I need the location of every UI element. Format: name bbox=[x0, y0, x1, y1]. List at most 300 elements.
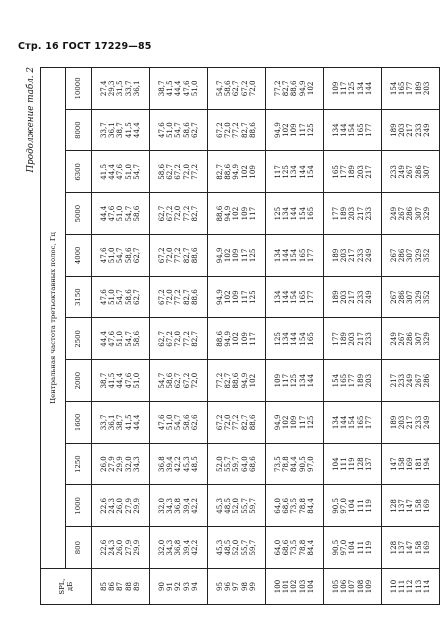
cell-value: 147 bbox=[405, 499, 415, 513]
cell-value: 84,4 bbox=[306, 539, 316, 556]
spl-value: 104 bbox=[306, 579, 316, 594]
cell-value: 125 bbox=[272, 332, 282, 346]
cell-value: 134 bbox=[280, 332, 290, 346]
table-cell bbox=[324, 318, 382, 360]
cell-value: 352 bbox=[422, 248, 432, 263]
cell-value: 286 bbox=[405, 332, 415, 346]
cell-value: 203 bbox=[355, 165, 365, 179]
cell-value: 189 bbox=[347, 165, 357, 179]
frequency-header-6300: 6300 bbox=[66, 151, 92, 193]
frequency-header-10000: 10000 bbox=[66, 68, 92, 110]
cell-value: 82,7 bbox=[239, 414, 249, 431]
table-cell bbox=[382, 318, 440, 360]
cell-value: 154 bbox=[297, 332, 307, 346]
cell-value: 84,4 bbox=[306, 497, 316, 514]
cell-value: 54,7 bbox=[115, 289, 125, 306]
cell-value: 144 bbox=[364, 81, 374, 96]
cell-value: 51,0 bbox=[190, 80, 200, 97]
cell-value: 177 bbox=[330, 332, 340, 346]
cell-value: 267 bbox=[405, 165, 415, 179]
table-cell bbox=[382, 485, 440, 527]
cell-value: 29,9 bbox=[132, 497, 142, 514]
cell-value: 44,4 bbox=[173, 80, 183, 97]
cell-value: 67,2 bbox=[239, 80, 249, 97]
cell-value: 307 bbox=[405, 248, 415, 263]
cell-value: 154 bbox=[297, 206, 307, 221]
table-cell bbox=[150, 318, 208, 360]
cell-value: 58,6 bbox=[156, 163, 166, 180]
cell-value: 90,5 bbox=[297, 456, 307, 473]
cell-value: 77,2 bbox=[181, 205, 191, 222]
cell-value: 58,6 bbox=[123, 289, 133, 306]
spl-value: 95 bbox=[214, 581, 224, 592]
cell-value: 54,7 bbox=[173, 414, 183, 431]
cell-value: 217 bbox=[355, 206, 365, 221]
cell-value: 154 bbox=[289, 290, 299, 304]
spl-value: 98 bbox=[239, 581, 249, 592]
cell-value: 90,5 bbox=[330, 497, 340, 514]
cell-value: 111 bbox=[355, 499, 365, 513]
table-cell bbox=[150, 235, 208, 277]
cell-value: 119 bbox=[364, 499, 374, 513]
cell-value: 44,4 bbox=[115, 372, 125, 389]
cell-value: 94,9 bbox=[222, 330, 232, 347]
cell-value: 26,0 bbox=[98, 456, 108, 473]
cell-value: 125 bbox=[272, 206, 282, 221]
cell-value: 128 bbox=[355, 457, 365, 471]
frequency-header-2000: 2000 bbox=[66, 360, 92, 402]
cell-value: 41,5 bbox=[123, 414, 133, 431]
cell-value: 134 bbox=[355, 81, 365, 96]
cell-value: 134 bbox=[297, 373, 307, 388]
cell-value: 117 bbox=[280, 373, 290, 388]
table-cell bbox=[266, 527, 324, 569]
cell-value: 104 bbox=[330, 457, 340, 471]
table-cell bbox=[92, 402, 150, 444]
cell-value: 41,5 bbox=[123, 122, 133, 139]
table-cell bbox=[208, 68, 266, 110]
cell-value: 48,5 bbox=[190, 456, 200, 473]
cell-value: 59,7 bbox=[231, 456, 241, 473]
cell-value: 286 bbox=[422, 373, 432, 388]
cell-value: 154 bbox=[347, 415, 357, 430]
cell-value: 249 bbox=[422, 123, 432, 137]
cell-value: 72,0 bbox=[222, 414, 232, 431]
spl-cell bbox=[92, 569, 150, 605]
cell-value: 47,6 bbox=[123, 372, 133, 389]
cell-value: 82,7 bbox=[190, 330, 200, 347]
cell-value: 51,0 bbox=[164, 414, 174, 431]
cell-value: 102 bbox=[280, 415, 290, 430]
cell-value: 26,0 bbox=[115, 539, 125, 556]
cell-value: 88,6 bbox=[289, 80, 299, 97]
table-cell bbox=[92, 360, 150, 402]
cell-value: 233 bbox=[355, 248, 365, 263]
table-cell bbox=[324, 151, 382, 193]
cell-value: 189 bbox=[330, 290, 340, 304]
cell-value: 267 bbox=[396, 206, 406, 221]
cell-value: 94,9 bbox=[272, 122, 282, 139]
cell-value: 59,7 bbox=[248, 539, 258, 556]
cell-value: 102 bbox=[231, 332, 241, 346]
cell-value: 177 bbox=[347, 373, 357, 388]
cell-value: 144 bbox=[280, 290, 290, 304]
cell-value: 189 bbox=[330, 248, 340, 263]
table-cell bbox=[208, 443, 266, 485]
cell-value: 177 bbox=[330, 206, 340, 221]
cell-value: 32,0 bbox=[156, 539, 166, 556]
cell-value: 97,0 bbox=[338, 539, 348, 556]
cell-value: 62,7 bbox=[132, 289, 142, 306]
spl-value: 99 bbox=[248, 581, 258, 592]
cell-value: 125 bbox=[306, 123, 316, 137]
table-cell bbox=[324, 527, 382, 569]
cell-value: 26,0 bbox=[115, 497, 125, 514]
cell-value: 117 bbox=[248, 206, 258, 221]
cell-value: 39,4 bbox=[164, 456, 174, 473]
spl-value: 97 bbox=[231, 581, 241, 592]
cell-value: 38,7 bbox=[98, 372, 108, 389]
cell-value: 249 bbox=[396, 165, 406, 179]
frequency-header-1000: 1000 bbox=[66, 485, 92, 527]
cell-value: 137 bbox=[396, 540, 406, 555]
table-cell bbox=[324, 193, 382, 235]
frequency-header-row bbox=[66, 68, 92, 605]
cell-value: 102 bbox=[306, 81, 316, 96]
table-cell bbox=[92, 109, 150, 151]
table-cell bbox=[92, 276, 150, 318]
cell-value: 154 bbox=[289, 248, 299, 263]
table-cell bbox=[208, 402, 266, 444]
cell-value: 94,9 bbox=[222, 205, 232, 222]
cell-value: 158 bbox=[396, 457, 406, 471]
cell-value: 24,3 bbox=[106, 539, 116, 556]
spl-cell bbox=[324, 569, 382, 605]
table-cell bbox=[92, 68, 150, 110]
cell-value: 117 bbox=[297, 415, 307, 430]
cell-value: 203 bbox=[396, 415, 406, 430]
cell-value: 58,6 bbox=[222, 80, 232, 97]
cell-value: 78,8 bbox=[297, 497, 307, 514]
table-cell bbox=[324, 109, 382, 151]
spl-cell bbox=[150, 569, 208, 605]
cell-value: 104 bbox=[347, 499, 357, 513]
cell-value: 169 bbox=[422, 540, 432, 555]
cell-value: 165 bbox=[355, 415, 365, 430]
cell-value: 90,5 bbox=[330, 539, 340, 556]
table-cell bbox=[150, 109, 208, 151]
cell-value: 267 bbox=[413, 373, 423, 388]
table-cell bbox=[150, 527, 208, 569]
cell-value: 44,4 bbox=[98, 205, 108, 222]
cell-value: 154 bbox=[330, 373, 340, 388]
cell-value: 134 bbox=[330, 415, 340, 430]
spl-header-line1: SPL, bbox=[57, 578, 66, 595]
cell-value: 117 bbox=[248, 332, 258, 346]
table-cell bbox=[92, 235, 150, 277]
cell-value: 109 bbox=[330, 81, 340, 96]
table-cell bbox=[382, 109, 440, 151]
cell-value: 94,9 bbox=[214, 289, 224, 306]
table-row-block bbox=[92, 68, 150, 605]
spl-value: 102 bbox=[289, 579, 299, 594]
cell-value: 181 bbox=[413, 457, 423, 471]
cell-value: 249 bbox=[388, 206, 398, 221]
frequency-header-3150: 3150 bbox=[66, 276, 92, 318]
cell-value: 47,6 bbox=[181, 80, 191, 97]
cell-value: 36,8 bbox=[173, 497, 183, 514]
cell-value: 72,0 bbox=[222, 122, 232, 139]
cell-value: 189 bbox=[338, 206, 348, 221]
cell-value: 58,6 bbox=[132, 205, 142, 222]
cell-value: 47,6 bbox=[115, 163, 125, 180]
table-cell bbox=[266, 151, 324, 193]
cell-value: 144 bbox=[289, 206, 299, 221]
cell-value: 39,4 bbox=[181, 497, 191, 514]
cell-value: 51,0 bbox=[132, 372, 142, 389]
table-cell bbox=[324, 485, 382, 527]
table-cell bbox=[266, 235, 324, 277]
cell-value: 147 bbox=[405, 540, 415, 555]
table-cell bbox=[150, 276, 208, 318]
cell-value: 67,2 bbox=[156, 289, 166, 306]
cell-value: 307 bbox=[413, 332, 423, 346]
cell-value: 22,6 bbox=[98, 539, 108, 556]
cell-value: 217 bbox=[405, 415, 415, 430]
cell-value: 88,6 bbox=[222, 163, 232, 180]
cell-value: 72,0 bbox=[164, 247, 174, 264]
cell-value: 329 bbox=[422, 206, 432, 221]
table-body bbox=[92, 68, 440, 605]
cell-value: 32,0 bbox=[123, 456, 133, 473]
cell-value: 158 bbox=[413, 499, 423, 513]
spl-value: 114 bbox=[422, 579, 432, 594]
cell-value: 67,2 bbox=[214, 122, 224, 139]
cell-value: 109 bbox=[231, 290, 241, 304]
table-cell bbox=[92, 443, 150, 485]
cell-value: 217 bbox=[355, 332, 365, 346]
cell-value: 22,6 bbox=[98, 497, 108, 514]
cell-value: 47,6 bbox=[156, 122, 166, 139]
cell-value: 203 bbox=[338, 290, 348, 304]
cell-value: 233 bbox=[355, 290, 365, 304]
table-cell bbox=[266, 318, 324, 360]
cell-value: 125 bbox=[248, 290, 258, 304]
cell-value: 48,5 bbox=[222, 539, 232, 556]
frequency-header-5000: 5000 bbox=[66, 193, 92, 235]
cell-value: 165 bbox=[338, 373, 348, 388]
cell-value: 38,7 bbox=[115, 414, 125, 431]
cell-value: 189 bbox=[355, 373, 365, 388]
spl-header-line2: дБ bbox=[66, 581, 74, 592]
cell-value: 329 bbox=[413, 248, 423, 263]
table-cell bbox=[150, 360, 208, 402]
cell-value: 44,4 bbox=[98, 330, 108, 347]
cell-value: 62,7 bbox=[156, 205, 166, 222]
cell-value: 203 bbox=[364, 373, 374, 388]
cell-value: 27,9 bbox=[123, 539, 133, 556]
cell-value: 286 bbox=[405, 206, 415, 221]
table-cell bbox=[208, 360, 266, 402]
table-cell bbox=[382, 360, 440, 402]
table-cell bbox=[324, 235, 382, 277]
cell-value: 47,6 bbox=[106, 205, 116, 222]
table-cell bbox=[324, 360, 382, 402]
cell-value: 62,7 bbox=[190, 122, 200, 139]
cell-value: 119 bbox=[364, 540, 374, 555]
cell-value: 72,0 bbox=[173, 205, 183, 222]
cell-value: 117 bbox=[338, 81, 348, 96]
cell-value: 233 bbox=[396, 373, 406, 388]
table-cell bbox=[208, 151, 266, 193]
cell-value: 88,6 bbox=[231, 372, 241, 389]
cell-value: 41,5 bbox=[164, 80, 174, 97]
cell-value: 307 bbox=[413, 206, 423, 221]
spl-value: 101 bbox=[280, 579, 290, 594]
spl-cell bbox=[382, 569, 440, 605]
cell-value: 217 bbox=[405, 123, 415, 137]
cell-value: 249 bbox=[364, 290, 374, 304]
cell-value: 134 bbox=[272, 248, 282, 263]
cell-value: 158 bbox=[413, 540, 423, 555]
cell-value: 33,7 bbox=[98, 122, 108, 139]
frequency-header-1250: 1250 bbox=[66, 443, 92, 485]
cell-value: 165 bbox=[355, 123, 365, 137]
cell-value: 58,6 bbox=[132, 330, 142, 347]
cell-value: 59,7 bbox=[248, 497, 258, 514]
cell-value: 77,2 bbox=[231, 122, 241, 139]
cell-value: 94,9 bbox=[239, 372, 249, 389]
spl-value: 109 bbox=[364, 579, 374, 594]
cell-value: 48,5 bbox=[222, 497, 232, 514]
cell-value: 78,8 bbox=[297, 539, 307, 556]
cell-value: 67,2 bbox=[173, 163, 183, 180]
table-cell bbox=[324, 276, 382, 318]
table-cell bbox=[150, 485, 208, 527]
spl-value: 100 bbox=[272, 579, 282, 594]
table-cell bbox=[382, 402, 440, 444]
cell-value: 33,7 bbox=[98, 414, 108, 431]
cell-value: 286 bbox=[413, 165, 423, 179]
cell-value: 267 bbox=[396, 332, 406, 346]
table-cell bbox=[266, 485, 324, 527]
cell-value: 54,7 bbox=[214, 80, 224, 97]
cell-value: 117 bbox=[272, 165, 282, 179]
cell-value: 165 bbox=[306, 206, 316, 221]
spl-value: 113 bbox=[413, 579, 423, 594]
cell-value: 267 bbox=[388, 248, 398, 263]
table-cell bbox=[208, 276, 266, 318]
cell-value: 62,7 bbox=[164, 163, 174, 180]
spl-value: 93 bbox=[181, 581, 191, 592]
cell-value: 147 bbox=[388, 457, 398, 471]
cell-value: 51,0 bbox=[106, 289, 116, 306]
cell-value: 88,6 bbox=[248, 414, 258, 431]
cell-value: 128 bbox=[388, 499, 398, 513]
cell-value: 102 bbox=[280, 123, 290, 137]
cell-value: 286 bbox=[396, 290, 406, 304]
cell-value: 109 bbox=[272, 373, 282, 388]
cell-value: 51,0 bbox=[115, 330, 125, 347]
table-cell bbox=[266, 402, 324, 444]
cell-value: 54,7 bbox=[123, 205, 133, 222]
cell-value: 68,6 bbox=[280, 497, 290, 514]
cell-value: 189 bbox=[338, 332, 348, 346]
cell-value: 54,7 bbox=[115, 247, 125, 264]
cell-value: 51,0 bbox=[115, 205, 125, 222]
cell-value: 27,4 bbox=[98, 80, 108, 97]
rotated-table-area bbox=[26, 67, 432, 605]
cell-value: 352 bbox=[422, 290, 432, 304]
cell-value: 67,2 bbox=[181, 372, 191, 389]
table-cell bbox=[92, 527, 150, 569]
cell-value: 203 bbox=[396, 123, 406, 137]
cell-value: 29,9 bbox=[115, 456, 125, 473]
cell-value: 203 bbox=[422, 81, 432, 96]
cell-value: 203 bbox=[338, 248, 348, 263]
table-row-block bbox=[208, 68, 266, 605]
cell-value: 72,0 bbox=[173, 330, 183, 347]
frequency-header-1600: 1600 bbox=[66, 402, 92, 444]
cell-value: 72,0 bbox=[248, 80, 258, 97]
cell-value: 67,2 bbox=[164, 330, 174, 347]
cell-value: 125 bbox=[289, 373, 299, 388]
cell-value: 47,6 bbox=[106, 330, 116, 347]
table-cell bbox=[150, 68, 208, 110]
cell-value: 82,7 bbox=[181, 247, 191, 264]
cell-value: 31,5 bbox=[115, 80, 125, 97]
cell-value: 267 bbox=[388, 290, 398, 304]
cell-value: 44,4 bbox=[132, 122, 142, 139]
cell-value: 77,2 bbox=[173, 247, 183, 264]
spl-value: 112 bbox=[405, 579, 415, 594]
table-cell bbox=[382, 527, 440, 569]
table-cell bbox=[382, 68, 440, 110]
cell-value: 64,0 bbox=[239, 456, 249, 473]
cell-value: 144 bbox=[280, 248, 290, 263]
table-cell bbox=[382, 443, 440, 485]
cell-value: 165 bbox=[306, 332, 316, 346]
cell-value: 165 bbox=[297, 248, 307, 263]
cell-value: 217 bbox=[364, 165, 374, 179]
table-cell bbox=[208, 485, 266, 527]
cell-value: 84,4 bbox=[289, 456, 299, 473]
cell-value: 109 bbox=[248, 165, 258, 179]
cell-value: 51,0 bbox=[123, 163, 133, 180]
cell-value: 58,6 bbox=[164, 372, 174, 389]
cell-value: 64,0 bbox=[272, 497, 282, 514]
spl-value: 103 bbox=[297, 579, 307, 594]
cell-value: 44,4 bbox=[132, 414, 142, 431]
cell-value: 27,9 bbox=[123, 497, 133, 514]
table-cell bbox=[266, 193, 324, 235]
cell-value: 42,2 bbox=[190, 539, 200, 556]
cell-value: 77,2 bbox=[272, 80, 282, 97]
spl-cell bbox=[266, 569, 324, 605]
cell-value: 77,2 bbox=[231, 414, 241, 431]
spl-value: 90 bbox=[156, 581, 166, 592]
cell-value: 134 bbox=[280, 206, 290, 221]
cell-value: 58,6 bbox=[123, 247, 133, 264]
cell-value: 102 bbox=[248, 373, 258, 388]
table-cell bbox=[208, 318, 266, 360]
cell-value: 88,6 bbox=[248, 122, 258, 139]
cell-value: 194 bbox=[422, 457, 432, 471]
table-cell bbox=[382, 235, 440, 277]
table-cell bbox=[324, 68, 382, 110]
cell-value: 94,9 bbox=[272, 414, 282, 431]
cell-value: 47,6 bbox=[156, 414, 166, 431]
